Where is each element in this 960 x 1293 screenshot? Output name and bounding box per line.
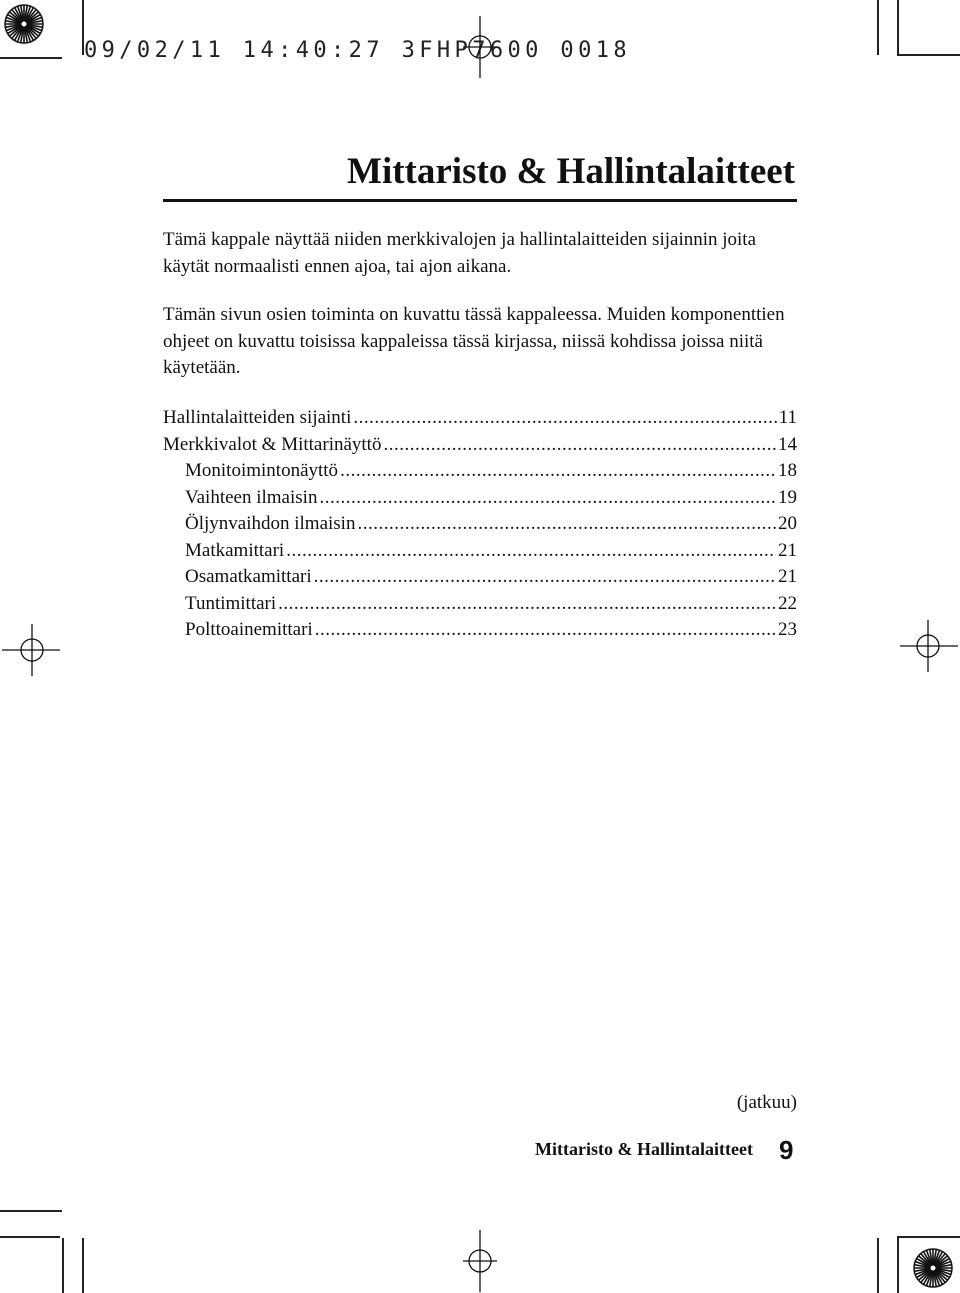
continued-label: (jatkuu) <box>736 1092 797 1113</box>
toc-entry[interactable] <box>163 432 797 459</box>
footer-page-number: 9 <box>779 1135 794 1165</box>
toc-leader-dots <box>340 458 776 485</box>
crop-line <box>877 1238 879 1293</box>
toc-entry[interactable] <box>163 405 797 432</box>
toc-entry-page: 18 <box>778 460 797 481</box>
crosshair-registration-mark-bottom <box>463 1230 497 1292</box>
toc-entry[interactable] <box>163 564 797 591</box>
crosshair-registration-mark-right <box>900 620 958 672</box>
footer-section-title: Mittaristo & Hallintalaitteet <box>535 1139 753 1159</box>
crop-line <box>897 1236 960 1238</box>
crop-line <box>82 0 84 55</box>
toc-entry-page: 23 <box>778 619 797 640</box>
toc-entry[interactable] <box>163 538 797 565</box>
toc-entry-page: 19 <box>778 486 797 508</box>
crop-line <box>877 0 879 55</box>
toc-leader-dots <box>286 538 776 565</box>
toc-leader-dots <box>319 485 776 512</box>
second-paragraph: Tämän sivun osien toiminta on kuvattu tässä kappaleessa. Muiden komponenttien ohjeet on kuvattu toisissa kappaleissa tässä kirjassa, niissä kohdissa joissa niitä käytetään. <box>163 304 785 378</box>
toc-entry-label: Osamatkamittari <box>185 566 312 587</box>
toc-leader-dots <box>315 617 776 644</box>
starburst-registration-mark-bottom-right <box>913 1248 953 1288</box>
intro-paragraph: Tämä kappale näyttää niiden merkkivalojen ja hallintalaitteiden sijainnin joita käytät normaalisti ennen ajoa, tai ajon aikana. <box>163 229 757 277</box>
crop-line <box>82 1238 84 1293</box>
toc-entry-label: Vaihteen ilmaisin <box>185 486 318 508</box>
crosshair-registration-mark-left <box>2 624 60 676</box>
toc-entry-page: 20 <box>778 513 797 534</box>
toc-entry-label: Monitoimintonäyttö <box>185 460 339 481</box>
toc-leader-dots <box>383 432 776 459</box>
toc-entry[interactable] <box>163 617 797 644</box>
title-rule <box>163 199 797 202</box>
toc-entry[interactable] <box>163 591 797 618</box>
page-title: Mittaristo & Hallintalaitteet <box>347 151 795 192</box>
crop-line <box>897 54 960 56</box>
crop-line <box>897 1238 899 1293</box>
toc-entry-page: 14 <box>778 433 797 455</box>
toc-entry-label: Tuntimittari <box>185 592 277 614</box>
crop-line <box>62 1238 64 1293</box>
toc-entry-label: Polttoainemittari <box>185 619 313 640</box>
starburst-registration-mark-top-left <box>4 4 44 44</box>
toc-entry[interactable] <box>163 511 797 538</box>
toc-leader-dots <box>278 591 776 618</box>
crop-line <box>0 1236 60 1238</box>
toc-entry-label: Hallintalaitteiden sijainti <box>163 407 352 428</box>
toc-entry-page: 21 <box>778 539 797 561</box>
toc-leader-dots <box>314 564 776 591</box>
toc-entry-page: 21 <box>778 566 797 587</box>
toc-entry[interactable] <box>163 458 797 485</box>
toc-entry-label: Merkkivalot & Mittarinäyttö <box>163 433 382 455</box>
toc-entry[interactable] <box>163 485 797 512</box>
crop-line <box>897 0 899 55</box>
toc-entry-label: Matkamittari <box>185 539 285 561</box>
crop-line <box>0 1210 62 1212</box>
crosshair-registration-mark-top <box>463 16 497 78</box>
toc-leader-dots <box>353 405 776 432</box>
toc-entry-label: Öljynvaihdon ilmaisin <box>185 513 356 534</box>
toc-entry-page: 11 <box>778 407 797 428</box>
toc-leader-dots <box>357 511 776 538</box>
print-header: 09/02/11 14:40:27 3FHP7600 0018 <box>84 38 631 63</box>
table-of-contents <box>163 405 797 644</box>
crop-line <box>0 57 62 59</box>
toc-entry-page: 22 <box>778 592 797 614</box>
